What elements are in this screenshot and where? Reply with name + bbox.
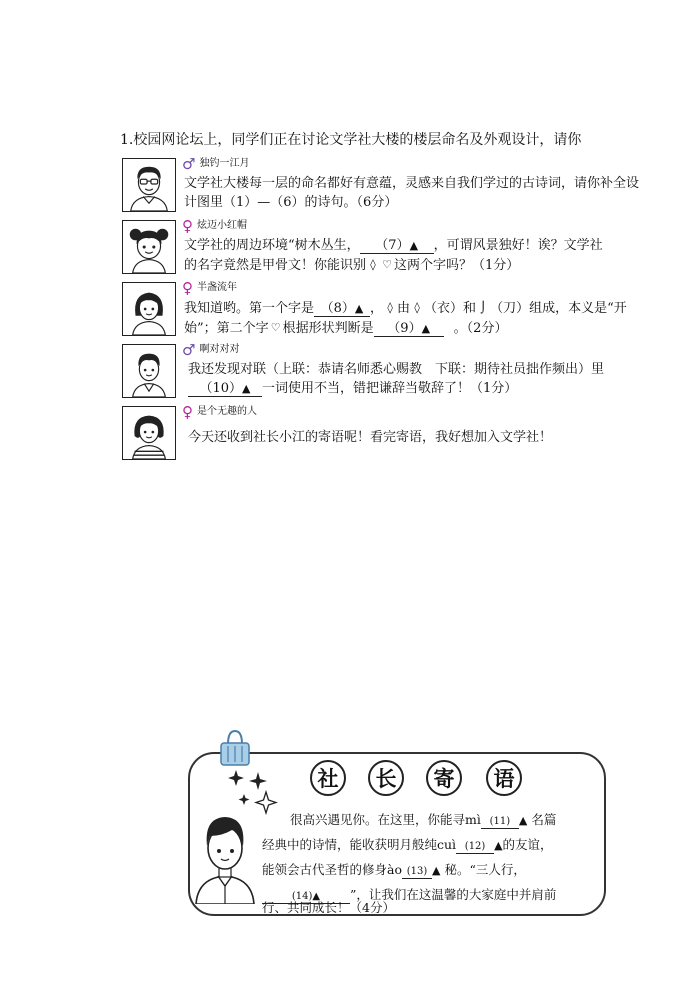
username: ♀ 半盏流年 (182, 279, 237, 297)
president-avatar-icon (192, 812, 258, 904)
oracle-bone-glyph-icon: ♡ (382, 258, 392, 271)
answer-blank-11[interactable]: (11) (481, 815, 519, 829)
letter-line-3: 能领会古代圣哲的修身ào (13) ▲ 秘。“三人行， (262, 862, 526, 877)
post-text: 今天还收到社长小江的寄语呢！看完寄语，我好想加入文学社！ (188, 430, 553, 445)
answer-blank-9[interactable]: （9）▲ (374, 321, 444, 337)
title-char-2: 长 (368, 760, 404, 796)
answer-blank-7[interactable]: （7）▲ (360, 238, 434, 254)
title-char-3: 寄 (426, 760, 462, 796)
username: ♀ 是个无趣的人 (182, 403, 257, 421)
letter-line-2: 经典中的诗情，能收获明月般纯cuì (12) ▲的友谊， (262, 837, 553, 852)
title-char-4: 语 (486, 760, 522, 796)
avatar (122, 344, 176, 398)
avatar (122, 220, 176, 274)
question-title: 1.校园网论坛上，同学们正在讨论文学社大楼的楼层命名及外观设计，请你 (120, 132, 582, 148)
answer-blank-13[interactable]: (13) (402, 865, 432, 879)
oracle-bone-glyph-icon: ⌡ (480, 301, 486, 314)
post-text: 我知道哟。第一个字是 （8）▲ ， ◊ 由 ◊ （衣）和 ⌡ （刀）组成，本义是“开 始”；第二个字 ♡ 根据形状判断是 （9）▲ 。（2分） (184, 298, 682, 338)
female-icon: ♀ (182, 217, 193, 235)
oracle-bone-glyph-icon: ◊ (414, 301, 420, 314)
binder-clip-icon (218, 728, 252, 768)
answer-blank-12[interactable]: (12) (456, 840, 494, 854)
avatar (122, 406, 176, 460)
username: ♂ 独钓一江月 (182, 155, 250, 173)
oracle-bone-glyph-icon: ♡ (270, 321, 281, 334)
title-char-1: 社 (310, 760, 346, 796)
letter-line-1: 很高兴遇见你。在这里，你能寻mì (11) ▲ 名篇 (290, 812, 557, 827)
female-icon: ♀ (182, 279, 193, 297)
username: ♀ 炫迈小红帽 (182, 217, 247, 235)
oracle-bone-glyph-icon: ◊ (370, 258, 376, 271)
male-icon: ♂ (182, 155, 196, 173)
answer-blank-14[interactable]: (14)▲ (262, 890, 350, 904)
letter-line-5: 行、共同成长！（4分） (262, 900, 395, 915)
post-text: 我还发现对联（上联：恭请名师悉心赐教 下联：期待社员拙作频出）里 （10）▲ 一词使用不当，错把谦辞当敬辞了！（1分） (188, 362, 605, 396)
letter-line-4: (14)▲ ”，让我们在这温馨的大家庭中并肩前 (262, 882, 556, 907)
avatar (122, 158, 176, 212)
answer-blank-10[interactable]: （10）▲ (188, 381, 262, 397)
oracle-bone-glyph-icon: ◊ (387, 301, 393, 314)
sparkle-icon (228, 766, 278, 816)
post-text: 文学社大楼每一层的命名都好有意蕴，灵感来自我们学过的古诗词，请你补全设 计图里（1）—（6）的诗句。（6分） (184, 176, 640, 210)
post-text: 文学社的周边环境“树木丛生， （7）▲ ，可谓风景独好！诶？文学社 的名字竟然是甲骨文！你能识别 ◊ ♡ 这两个字吗？（1分） (184, 238, 603, 273)
female-icon: ♀ (182, 403, 193, 421)
answer-blank-8[interactable]: （8）▲ (314, 301, 370, 317)
avatar (122, 282, 176, 336)
male-icon: ♂ (182, 341, 196, 359)
username: ♂ 啊对对对 (182, 341, 240, 359)
